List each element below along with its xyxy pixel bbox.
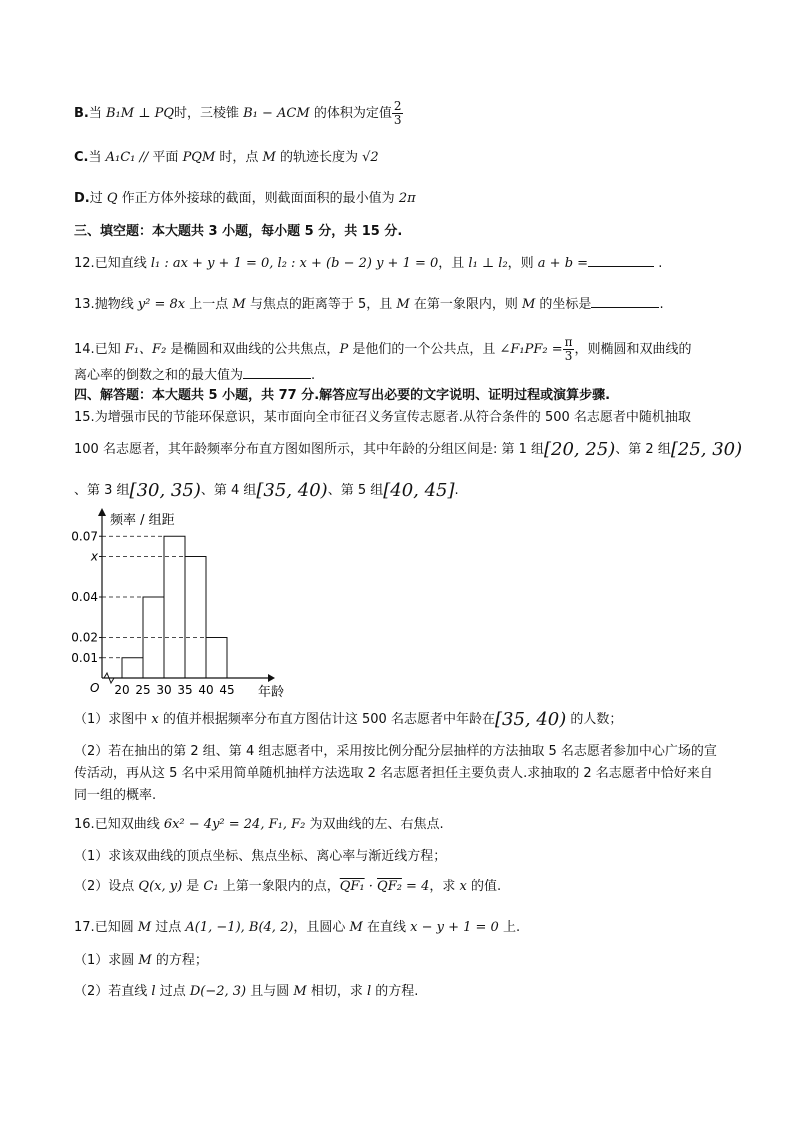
section-title-fill-in: 三、填空题：本大题共 3 小题，每小题 5 分，共 15 分. (74, 224, 403, 239)
text: 已知双曲线 (94, 817, 164, 832)
math: D(−2, 3) (189, 984, 247, 999)
interval: [40, 45] (383, 480, 455, 501)
math: M (521, 297, 536, 312)
text: 100 名志愿者，其年龄频率分布直方图如图所示，其中年龄的分组区间是: 第 1 组 (74, 442, 544, 457)
x-tick-label: 20 (114, 683, 130, 697)
text: 作正方体外接球的截面，则截面面积的最小值为 (117, 191, 399, 206)
math: l (151, 984, 156, 999)
text: 的值并根据频率分布直方图估计这 500 名志愿者中年龄在 (158, 712, 495, 727)
x-axis-title: 年龄 (258, 685, 285, 700)
fraction (563, 336, 575, 363)
text: 已知圆 (94, 920, 138, 935)
numerator: π (564, 335, 573, 349)
text: 上. (498, 920, 521, 935)
math: x (151, 712, 159, 727)
math: M (262, 150, 276, 165)
text: 过点 (151, 920, 186, 935)
math: F₁、F₂ (124, 342, 167, 357)
question-number: 17. (74, 920, 95, 935)
question-number: 12. (74, 256, 95, 271)
text: 为增强市民的节能环保意识，某市面向全市征召义务宣传志愿者.从符合条件的 500 名志愿者中随机抽取 (94, 410, 691, 425)
math: M (349, 920, 363, 935)
vector: QF₂ (377, 879, 402, 894)
question-14 (74, 336, 692, 363)
question-number: 16. (74, 817, 95, 832)
math: B₁ − ACM (243, 106, 310, 121)
text: 时，三棱锥 (173, 106, 244, 121)
text: 与焦点的距离等于 5，且 (245, 297, 397, 312)
text: 的体积为定值 (309, 106, 392, 121)
text: 为双曲线的左、右焦点. (305, 817, 444, 832)
text: 过点 (155, 984, 190, 999)
interval: [30, 35) (129, 480, 201, 501)
text: ，且圆心 (293, 920, 350, 935)
y-tick-label: 0.07 (71, 529, 98, 544)
text: （2）若直线 (74, 984, 152, 999)
text: 、第 3 组 (74, 483, 130, 498)
math: M (293, 984, 307, 999)
math: ∠F₁PF₂ = (499, 342, 563, 357)
histogram-bar (164, 536, 185, 678)
math: l₁ ⊥ l₂ (468, 256, 508, 271)
question-number: 15. (74, 410, 95, 425)
text: （1）求圆 (74, 953, 139, 968)
text: 的方程； (151, 953, 208, 968)
answer-blank (591, 295, 659, 308)
question-13 (74, 295, 664, 315)
text: 过 (89, 191, 107, 206)
math: l₁ : ax + y + 1 = 0, l₂ : x + (b − 2) y + 1 = 0 (150, 256, 439, 271)
text: . (659, 297, 664, 312)
text: 已知直线 (94, 256, 151, 271)
math: M (137, 920, 152, 935)
text: ，求 (429, 879, 460, 894)
text: 的值. (466, 879, 502, 894)
text: 且与圆 (246, 984, 294, 999)
vector: QF₁ (339, 879, 365, 894)
y-tick-label: 0.02 (71, 630, 98, 645)
interval: [35, 40) (256, 480, 328, 501)
math: 2π (398, 191, 416, 206)
text: 抛物线 (94, 297, 138, 312)
text: 时，点 (215, 150, 263, 165)
question-17-part-1 (74, 951, 208, 971)
x-axis-arrow (268, 674, 275, 682)
question-15-line-2 (74, 440, 742, 460)
x-tick-label: 45 (219, 683, 235, 697)
text: 的方程. (371, 984, 419, 999)
question-14-line-2 (74, 366, 315, 386)
math: M (232, 297, 246, 312)
question-17 (74, 918, 520, 938)
math: l (366, 984, 372, 999)
y-tick-label: 0.04 (71, 590, 98, 604)
fraction (392, 100, 404, 127)
math: √2 (362, 150, 379, 165)
math: B₁M ⊥ PQ (106, 106, 174, 121)
option-c (74, 148, 379, 168)
math: 6x² − 4y² = 24, F₁, F₂ (163, 817, 306, 832)
text: 是他们的一个公共点，且 (348, 342, 500, 357)
denominator: 3 (564, 349, 573, 363)
answer-blank (243, 366, 311, 379)
math: · (364, 879, 378, 894)
question-16-part-1: （1）求该双曲线的顶点坐标、焦点坐标、离心率与渐近线方程； (74, 849, 447, 864)
math: Q (106, 191, 118, 206)
frequency-histogram (70, 508, 290, 700)
x-tick-label: 25 (135, 683, 151, 697)
text: 在直线 (362, 920, 411, 935)
math: x (459, 879, 467, 894)
text: 离心率的倒数之和的最大值为 (74, 368, 244, 383)
text: 、第 5 组 (327, 483, 384, 498)
option-b (74, 100, 403, 127)
text: （1）求图中 (74, 712, 152, 727)
option-label: C. (74, 150, 89, 165)
text: 已知 (94, 342, 125, 357)
question-15-line-3 (74, 481, 459, 501)
question-15-part-1 (74, 710, 622, 730)
text: 平面 (152, 150, 183, 165)
x-tick-label: 35 (177, 683, 193, 697)
numerator: 2 (393, 99, 402, 113)
math: C₁ (203, 879, 219, 894)
y-axis-arrow (98, 508, 106, 516)
question-12 (74, 254, 662, 274)
answer-blank (588, 254, 654, 267)
question-number: 14. (74, 342, 95, 357)
math: M (396, 297, 410, 312)
math: Q(x, y) (138, 879, 183, 894)
question-17-part-2 (74, 982, 418, 1002)
option-label: D. (74, 191, 90, 206)
y-tick-label: x (90, 549, 98, 564)
math: P (339, 342, 349, 357)
text: 上一点 (185, 297, 233, 312)
origin-label: O (90, 681, 100, 695)
y-axis-title: 频率 / 组距 (110, 513, 175, 528)
interval: [35, 40) (494, 709, 567, 730)
question-number: 13. (74, 297, 95, 312)
text: 是椭圆和双曲线的公共焦点， (166, 342, 340, 357)
text: 的坐标是 (535, 297, 592, 312)
histogram-bar (206, 638, 227, 679)
math: A(1, −1), B(4, 2) (185, 920, 294, 935)
interval: [20, 25) (544, 439, 616, 460)
math: = 4 (401, 879, 430, 894)
interval: [25, 30) (670, 439, 743, 460)
section-title-solutions: 四、解答题：本大题共 5 小题，共 77 分.解答应写出必要的文字说明、证明过程或演算步骤. (74, 388, 611, 403)
text: 上第一象限内的点， (218, 879, 340, 894)
x-tick-label: 30 (156, 683, 172, 697)
question-16 (74, 815, 444, 835)
text: 是 (182, 879, 204, 894)
x-tick-label: 40 (198, 683, 214, 697)
text: 、第 2 组 (615, 442, 671, 457)
text: 在第一象限内，则 (409, 297, 522, 312)
denominator: 3 (393, 113, 402, 127)
text: 当 (88, 106, 106, 121)
math: a + b = (537, 256, 589, 271)
histogram-bar (185, 557, 206, 679)
text: ，且 (438, 256, 469, 271)
option-label: B. (74, 106, 89, 121)
histogram-bar (122, 658, 143, 678)
text: . (311, 368, 316, 383)
y-tick-label: 0.01 (71, 650, 98, 665)
text: ，则 (507, 256, 538, 271)
text: 的轨迹长度为 (275, 150, 363, 165)
math: x − y + 1 = 0 (410, 920, 499, 935)
math: M (138, 953, 152, 968)
text: . (654, 256, 663, 271)
question-15-part-2: （2）若在抽出的第 2 组、第 4 组志愿者中，采用按比例分配分层抽样的方法抽取 5 名志愿者参加中心广场的宣传活动，再从这 5 名中采用简单随机抽样方法选取 2 名志愿者担任主要负责人.求抽取的 2 名志愿者中恰好来自同一组的概率. (74, 744, 717, 803)
text: 相切，求 (306, 984, 367, 999)
text: 、第 4 组 (200, 483, 257, 498)
math: y² = 8x (137, 297, 186, 312)
text: ，则椭圆和双曲线的 (574, 342, 692, 357)
math: A₁C₁ // (105, 150, 153, 165)
text: . (454, 483, 459, 498)
text: 的人数； (566, 712, 623, 727)
math: PQM (182, 150, 216, 165)
question-16-part-2 (74, 877, 501, 897)
question-15-line-1 (74, 408, 691, 428)
text: 当 (88, 150, 106, 165)
text: （2）设点 (74, 879, 139, 894)
option-d (74, 189, 416, 209)
